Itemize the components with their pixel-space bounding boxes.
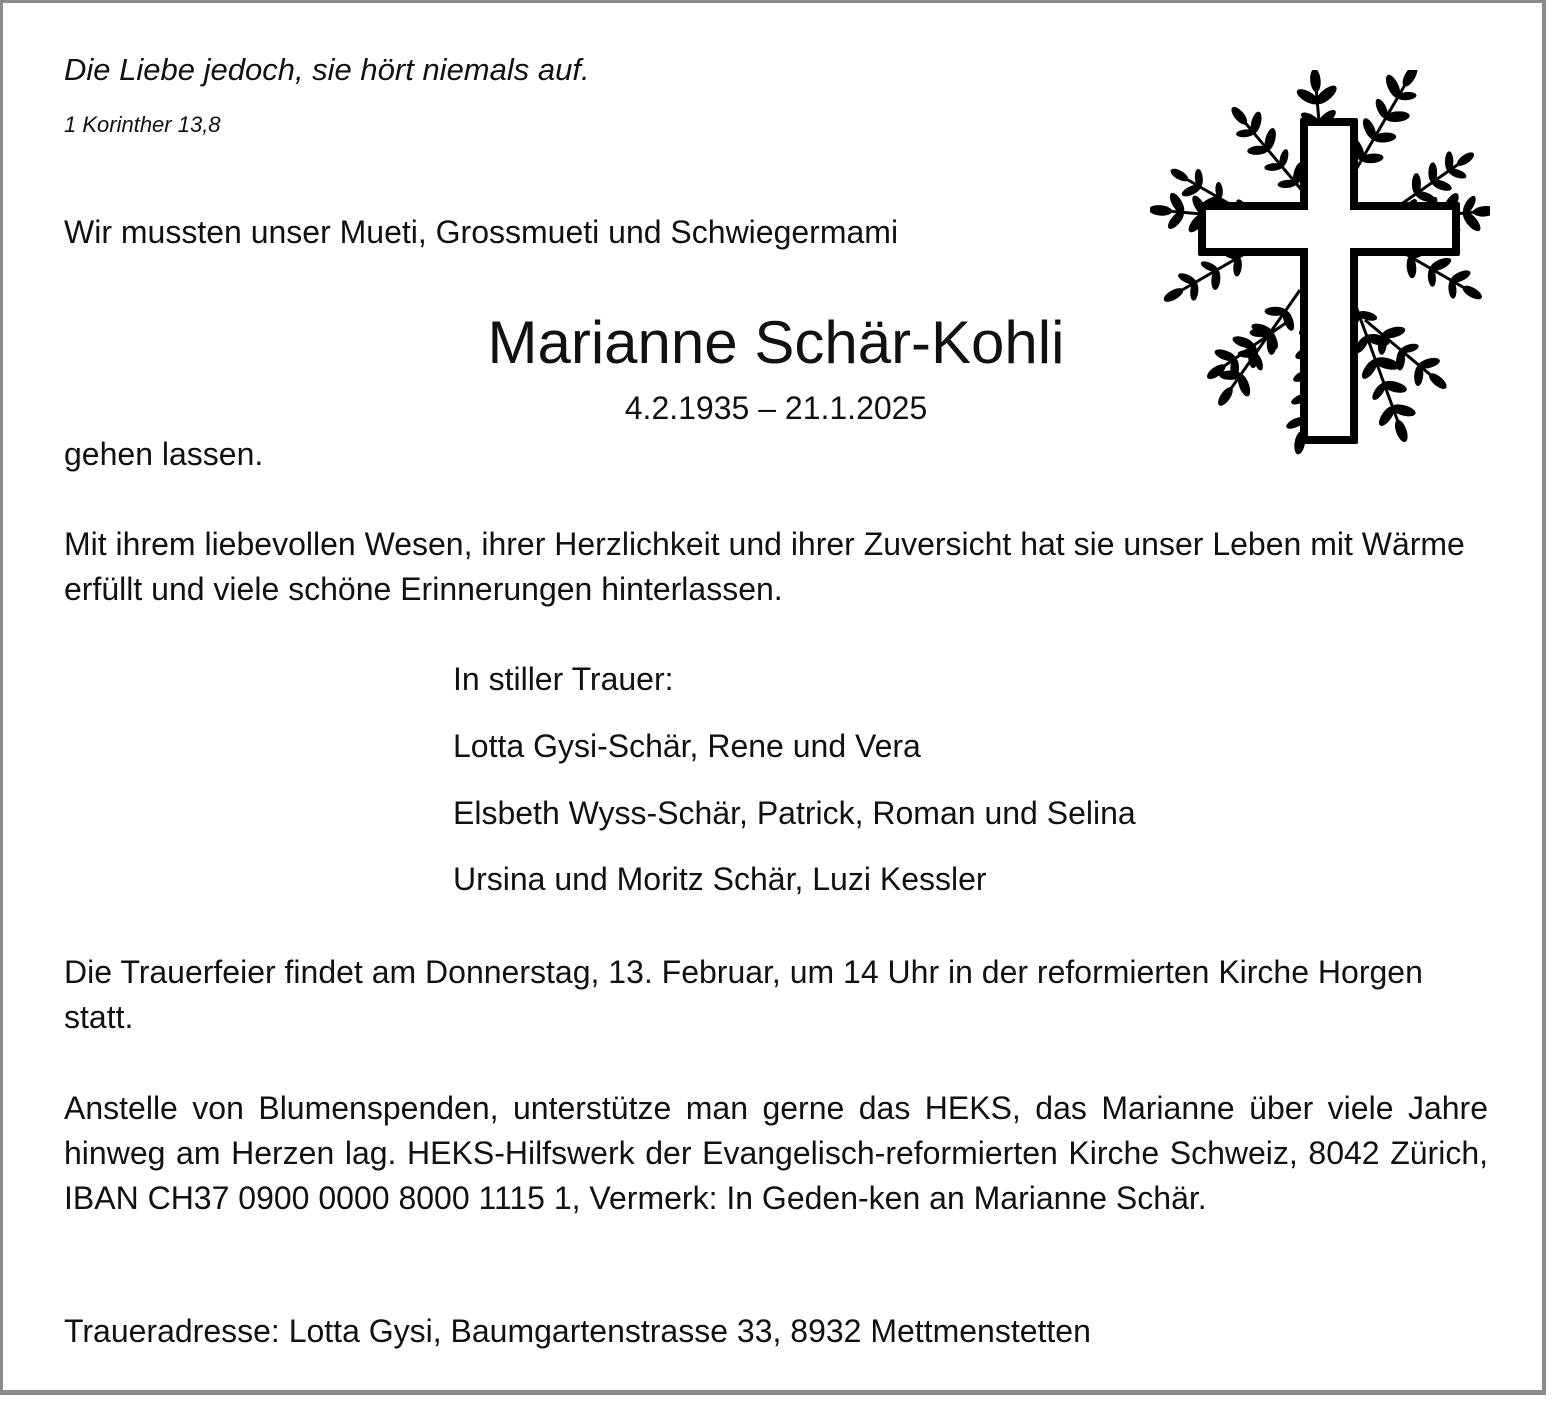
donation-paragraph: Anstelle von Blumenspenden, unterstütze man gerne das HEKS, das Marianne über viele Jahre hinweg am Herzen lag. HEKS-Hilfswerk der Evangelisch-reformierten Kirche Schweiz, 8042 Zürich, IBAN CH37 0900 0000 8000 1115 1, Vermerk: In Geden-ken an Marianne Schär. [64, 1090, 1488, 1216]
bible-reference: 1 Korinther 13,8 [64, 112, 221, 137]
outro-text: gehen lassen. [64, 436, 264, 472]
leaf-icon [1169, 166, 1191, 184]
leaf-icon [1150, 204, 1173, 216]
leaf-icon [1382, 379, 1408, 395]
tribute-paragraph: Mit ihrem liebevollen Wesen, ihrer Herzlichkeit und ihrer Zuversicht hat sie unser Leben mit Wärme erfüllt und viele schöne Erinnerungen hinterlassen. [64, 526, 1465, 607]
cross-with-leaves-icon [1150, 70, 1490, 455]
mourners-heading: In stiller Trauer: [453, 661, 674, 697]
bible-quote: Die Liebe jedoch, sie hört niemals auf. [64, 52, 590, 87]
leaf-icon [1230, 358, 1239, 379]
mourner-line: Ursina und Moritz Schär, Luzi Kessler [453, 861, 987, 897]
branch-stem [1350, 76, 1410, 180]
leaf-icon [1267, 332, 1277, 355]
service-paragraph: Die Trauerfeier findet am Donnerstag, 13. Februar, um 14 Uhr in der reformierten Kirche Horgen statt. [64, 954, 1423, 1035]
leaf-icon [1162, 285, 1186, 304]
intro-text: Wir mussten unser Mueti, Grossmueti und Schwiegermami [64, 214, 899, 250]
leaf-icon [1392, 418, 1410, 444]
leaf-icon [1309, 70, 1321, 93]
mourner-line: Lotta Gysi-Schär, Rene und Vera [453, 728, 921, 764]
branch-stem [1239, 116, 1310, 200]
leaf-icon [1445, 151, 1454, 171]
leaf-icon [1473, 205, 1490, 217]
mourning-address: Traueradresse: Lotta Gysi, Baumgartenstrasse 33, 8932 Mettmenstetten [64, 1313, 1091, 1349]
leaf-icon [1461, 283, 1485, 302]
leaf-icon [1248, 345, 1258, 369]
leaf-icon [1390, 402, 1417, 418]
life-dates: 4.2.1935 – 21.1.2025 [624, 390, 928, 426]
leaf-icon [1412, 173, 1421, 194]
mourner-line: Elsbeth Wyss-Schär, Patrick, Roman und Selina [453, 795, 1136, 831]
leaf-icon [1428, 162, 1437, 183]
deceased-name: Marianne Schär-Kohli [487, 309, 1065, 376]
